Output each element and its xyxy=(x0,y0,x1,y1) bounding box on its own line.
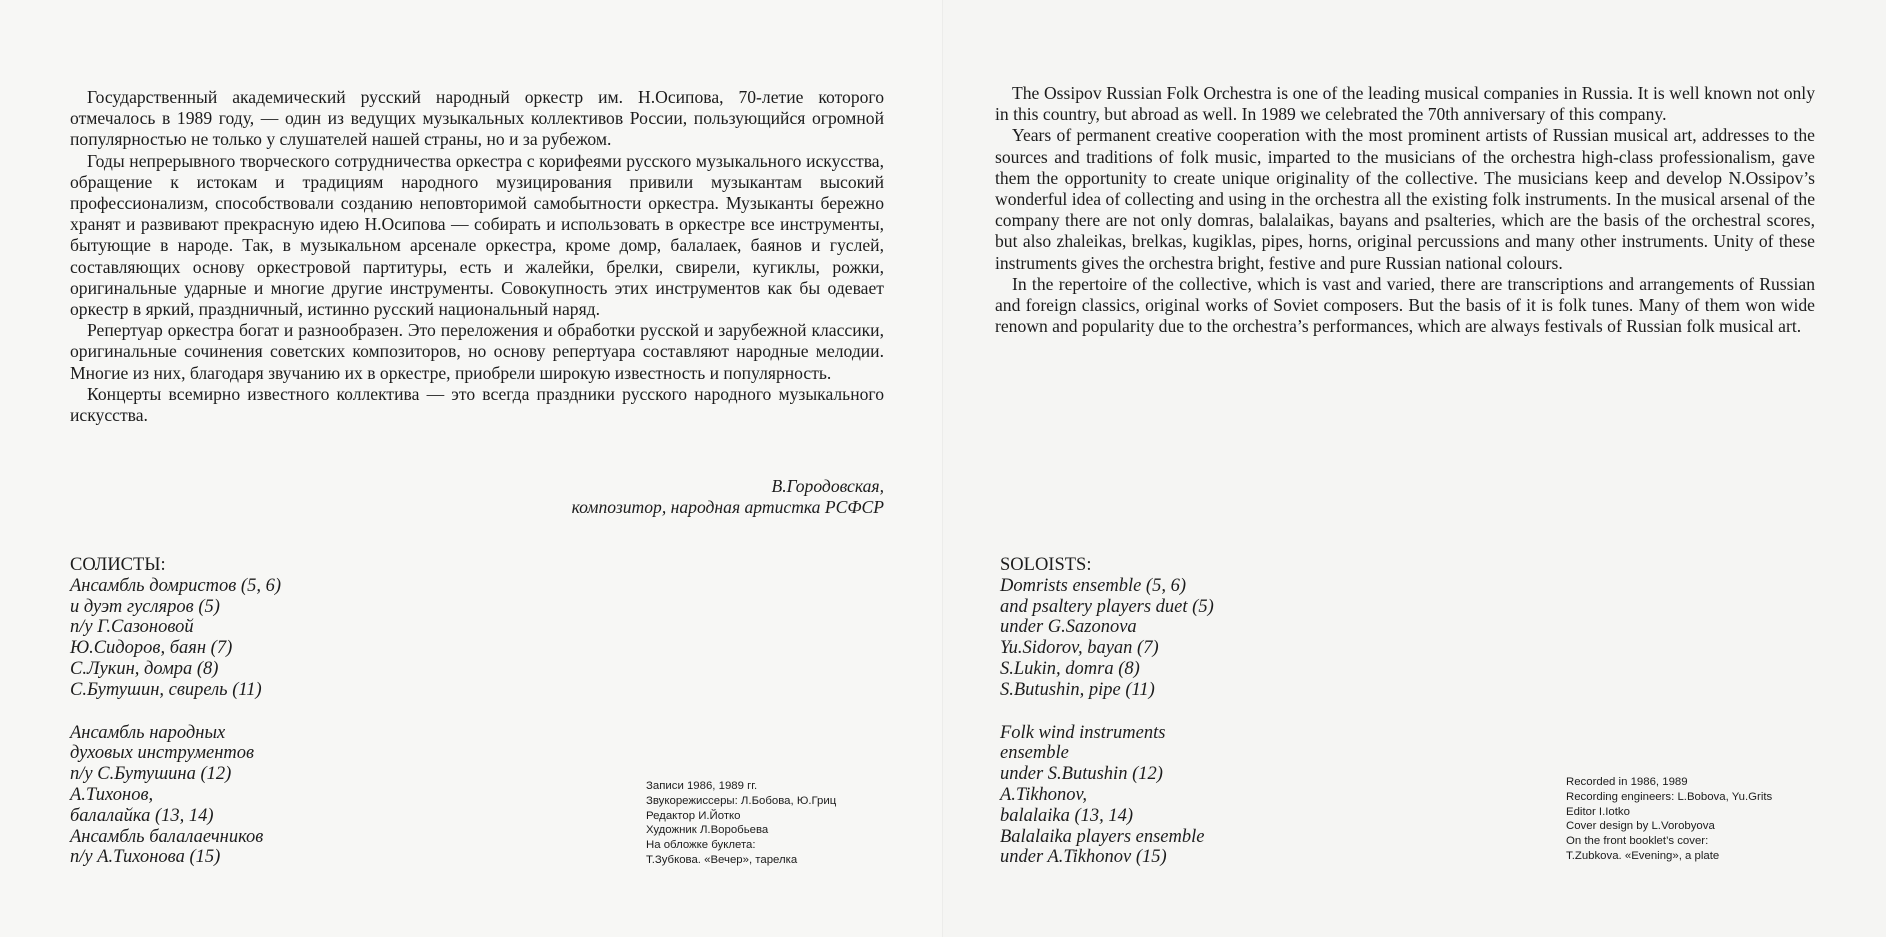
author-title: композитор, народная артистка РСФСР xyxy=(571,497,884,517)
soloist-line: Ансамбль народных xyxy=(70,722,226,743)
credit-line: Художник Л.Воробьева xyxy=(646,824,769,837)
credit-line: Recording engineers: L.Bobova, Yu.Grits xyxy=(1566,790,1773,803)
credit-line: Т.Зубкова. «Вечер», тарелка xyxy=(646,853,798,866)
credit-line: Звукорежиссеры: Л.Бобова, Ю.Гриц xyxy=(646,794,837,807)
credit-line: T.Zubkova. «Evening», a plate xyxy=(1566,849,1720,862)
paragraph: Репертуар оркестра богат и разнообразен. Это переложения и обработки русской и зарубежной классики, оригинальные сочинения советских композиторов, но основу репертуара составляют народные мелодии. Многие из них, благодаря звучанию их в оркестре, приобрели широкую известность и популярность. xyxy=(70,320,884,383)
credit-line: Editor I.Iotko xyxy=(1566,805,1630,818)
soloist-line: ensemble xyxy=(1000,743,1069,764)
soloist-line: С.Лукин, домра (8) xyxy=(70,658,219,679)
paragraph: The Ossipov Russian Folk Orchestra is one of the leading musical companies in Russia. It is well known not only in this country, but abroad as well. In 1989 we celebrated the 70th anniversary of this company. xyxy=(995,83,1815,125)
soloist-line: п/у А.Тихонова (15) xyxy=(70,847,221,868)
soloists-heading: SOLOISTS: xyxy=(1000,555,1092,575)
paragraph: Годы непрерывного творческого сотрудничества оркестра с корифеями русского музыкального искусства, обращение к истокам и традициям народного музицирования привили музыкантам высокий профессионализм, способствовали созданию неповторимой самобытности оркестра. Музыканты бережно хранят и развивают прекрасную идею Н.Осипова — собирать и использовать в оркестре все инструменты, бытующие в народе. Так, в музыкальном арсенале оркестра, кроме домр, балалаек, баянов и гуслей, составляющих основу оркестровой партитуры, есть и жалейки, брелки, свирели, кугиклы, рожки, оригинальные ударные и многие другие инструменты. Совокупность этих инструментов как бы одевает оркестр в яркий, праздничный, истинно русский национальный наряд. xyxy=(70,150,884,320)
soloist-line: п/у Г.Сазоновой xyxy=(70,617,194,638)
soloist-line: under A.Tikhonov (15) xyxy=(1000,847,1167,868)
soloist-line: A.Tikhonov, xyxy=(1000,784,1088,805)
credit-line: Recorded in 1986, 1989 xyxy=(1566,776,1688,788)
soloist-line: Yu.Sidorov, bayan (7) xyxy=(1000,638,1159,659)
soloist-line: Balalaika players ensemble xyxy=(1000,826,1205,847)
soloist-line: Ю.Сидоров, баян (7) xyxy=(70,638,233,659)
soloist-line: и дуэт гусляров (5) xyxy=(70,596,220,617)
author-name: В.Городовская, xyxy=(771,476,884,496)
soloist-line: Ансамбль домристов (5, 6) xyxy=(70,575,281,596)
soloist-line: under S.Butushin (12) xyxy=(1000,764,1163,785)
soloist-line: under G.Sazonova xyxy=(1000,617,1137,638)
paragraph: Государственный академический русский народный оркестр им. Н.Осипова, 70-летие которого отмечалось в 1989 году, — один из ведущих музыкальных коллективов России, пользующийся огромной популярностью не только у слушателей нашей страны, но и за рубежом. xyxy=(70,87,884,150)
soloists-heading: СОЛИСТЫ: xyxy=(70,555,166,575)
soloist-line: Domrists ensemble (5, 6) xyxy=(1000,575,1187,596)
soloist-line: духовых инструментов xyxy=(70,743,255,764)
credit-line: Cover design by L.Vorobyova xyxy=(1566,820,1715,833)
credit-line: Редактор И.Йотко xyxy=(646,809,741,822)
paragraph: Концерты всемирно известного коллектива — это всегда праздники русского народного музыкального искусства. xyxy=(70,383,884,426)
spacer xyxy=(1000,701,1214,723)
soloist-line: Folk wind instruments xyxy=(1000,722,1166,743)
spacer xyxy=(70,701,281,723)
credit-line: На обложке буклета: xyxy=(646,839,756,852)
credit-line: Записи 1986, 1989 гг. xyxy=(646,780,758,792)
credit-line: On the front booklet’s cover: xyxy=(1566,835,1709,848)
paragraph: In the repertoire of the collective, which is vast and varied, there are transcriptions and arrangements of Russian and foreign classics, original works of Soviet composers. But the basis of it is folk tunes. Many of them won wide renown and popularity due to the orchestra’s performances, which are always festivals of Russian folk musical art. xyxy=(995,273,1815,337)
author-signature xyxy=(400,476,884,518)
paragraph: Years of permanent creative cooperation with the most prominent artists of Russian musical art, addresses to the sources and traditions of folk music, imparted to the musicians of the orchestra high-class professionalism, gave them the opportunity to create unique originality of the collective. The musicians keep and develop N.Ossipov’s wonderful idea of collecting and using in the orchestra all the existing folk instruments. In the musical arsenal of the company there are not only domras, balalaikas, bayans and psalteries, which are the basis of the orchestral scores, but also zhaleikas, brelkas, kugiklas, pipes, horns, original percussions and many other instruments. Unity of these instruments gives the orchestra bright, festive and pure Russian national colours. xyxy=(995,125,1815,273)
recording-credits xyxy=(646,779,836,868)
soloists-list xyxy=(70,555,281,868)
soloist-line: S.Lukin, domra (8) xyxy=(1000,658,1140,679)
soloist-line: balalaika (13, 14) xyxy=(1000,805,1134,826)
soloist-line: балалайка (13, 14) xyxy=(70,805,214,826)
soloist-line: С.Бутушин, свирель (11) xyxy=(70,679,262,700)
recording-credits-english xyxy=(1566,775,1772,864)
russian-annotation xyxy=(70,87,884,426)
english-annotation xyxy=(995,83,1815,337)
soloists-list-english xyxy=(1000,555,1214,868)
soloist-line: А.Тихонов, xyxy=(70,784,154,805)
soloist-line: Ансамбль балалаечников xyxy=(70,826,264,847)
soloist-line: and psaltery players duet (5) xyxy=(1000,596,1214,617)
soloist-line: п/у С.Бутушина (12) xyxy=(70,764,232,785)
soloist-line: S.Butushin, pipe (11) xyxy=(1000,679,1155,700)
